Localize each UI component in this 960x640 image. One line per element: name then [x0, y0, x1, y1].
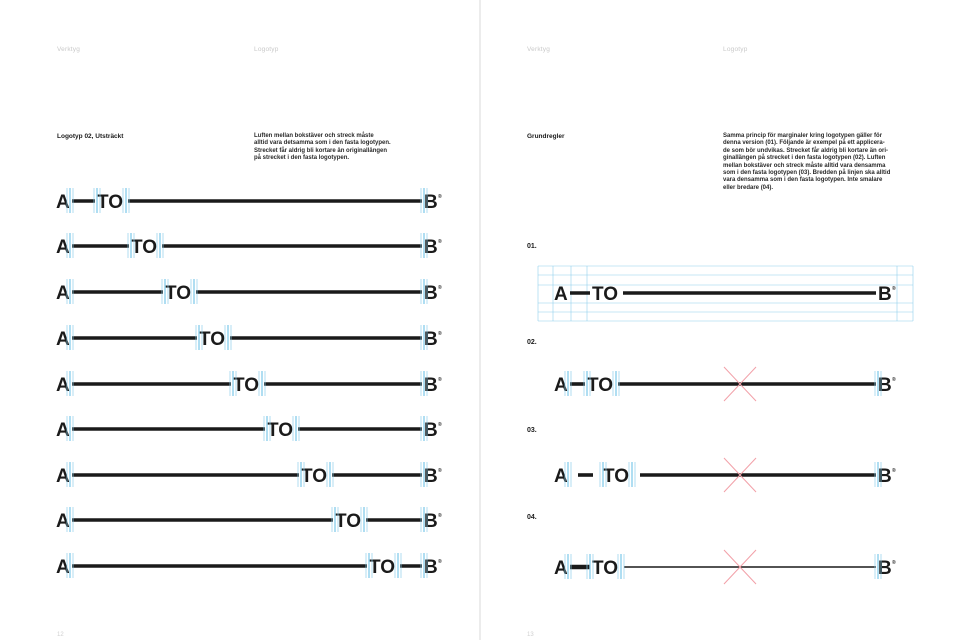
registered-mark: ® — [892, 560, 896, 566]
logo-letter-b: B — [424, 283, 438, 304]
logo-letter-b: B — [424, 466, 438, 487]
logo-letter-a: A — [554, 284, 568, 305]
example-label-03: 03. — [527, 427, 537, 434]
logo-letters-to: TO — [592, 558, 619, 579]
registered-mark: ® — [892, 286, 896, 292]
logo-letter-b: B — [878, 284, 892, 305]
example-label-02: 02. — [527, 339, 537, 346]
logo-letter-a: A — [56, 511, 70, 532]
logo-letter-a: A — [56, 375, 70, 396]
logo-rules-illustration — [481, 0, 960, 640]
page-left — [0, 0, 479, 640]
page-number: 12 — [57, 632, 64, 638]
running-header-logo: Logotyp — [723, 46, 748, 53]
registered-mark: ® — [892, 377, 896, 383]
logo-letter-a: A — [56, 283, 70, 304]
logo-letter-b: B — [878, 375, 892, 396]
logo-letter-b: B — [878, 466, 892, 487]
registered-mark: ® — [438, 331, 442, 337]
logo-letter-a: A — [56, 466, 70, 487]
body-line: på strecket i den fasta logotypen. — [254, 155, 350, 162]
logo-letters-to: TO — [199, 329, 226, 350]
registered-mark: ® — [438, 194, 442, 200]
registered-mark: ® — [438, 468, 442, 474]
logo-letter-b: B — [424, 375, 438, 396]
logo-letters-to: TO — [233, 375, 260, 396]
section-title: Grundregler — [527, 133, 565, 140]
logo-letters-to: TO — [335, 511, 362, 532]
registered-mark: ® — [438, 377, 442, 383]
registered-mark: ® — [438, 239, 442, 245]
section-title: Logotyp 02, Utsträckt — [57, 133, 124, 140]
logo-letter-a: A — [56, 237, 70, 258]
body-line: ginallängen på strecket i den fasta logotypen (02). Luften — [723, 155, 886, 162]
body-line: mellan bokstäver och streck måste alltid vara densamma — [723, 162, 886, 169]
registered-mark: ® — [438, 285, 442, 291]
logo-letters-to: TO — [592, 284, 619, 305]
body-line: Samma princip för marginaler kring logotypen gäller för — [723, 133, 883, 139]
logo-letter-a: A — [56, 557, 70, 578]
running-header-tools: Verktyg — [527, 46, 551, 53]
registered-mark: ® — [438, 559, 442, 565]
body-line: alltid vara detsamma som i den fasta logotypen. — [254, 140, 391, 147]
logo-letters-to: TO — [165, 283, 192, 304]
logo-letter-a: A — [56, 420, 70, 441]
logo-letter-a: A — [56, 329, 70, 350]
logo-letters-to: TO — [587, 375, 614, 396]
registered-mark: ® — [438, 513, 442, 519]
body-line: denna version (01). Följande är exempel på ett applicera- — [723, 140, 885, 147]
page-number: 13 — [527, 632, 534, 638]
logo-letters-to: TO — [301, 466, 328, 487]
logo-letters-to: TO — [267, 420, 294, 441]
logo-letters-to: TO — [369, 557, 396, 578]
logo-letter-a: A — [56, 192, 70, 213]
registered-mark: ® — [892, 468, 896, 474]
running-header-logo: Logotyp — [254, 46, 279, 53]
logo-letter-b: B — [424, 192, 438, 213]
body-line: vara densamma som i den fasta logotypen. Inte smalare — [723, 177, 883, 184]
logo-letters-to: TO — [131, 237, 158, 258]
registered-mark: ® — [438, 422, 442, 428]
body-line: de som bör undvikas. Strecket får aldrig bli kortare än ori- — [723, 147, 889, 154]
logo-letter-b: B — [424, 511, 438, 532]
logo-letters-to: TO — [603, 466, 630, 487]
logo-letter-a: A — [554, 375, 568, 396]
example-label-04: 04. — [527, 514, 537, 521]
running-header-tools: Verktyg — [57, 46, 81, 53]
body-line: Strecket får aldrig bli kortare än originallängen — [254, 147, 388, 154]
page-right — [481, 0, 960, 640]
logo-letter-a: A — [554, 466, 568, 487]
body-line: som i den fasta logotypen (03). Bredden på linjen ska alltid — [723, 170, 891, 177]
logo-letter-b: B — [424, 557, 438, 578]
logo-letter-b: B — [424, 237, 438, 258]
logo-letter-a: A — [554, 558, 568, 579]
body-line: eller bredare (04). — [723, 184, 774, 191]
body-line: Luften mellan bokstäver och streck måste — [254, 133, 374, 139]
logo-letters-to: TO — [97, 192, 124, 213]
logo-letter-b: B — [424, 329, 438, 350]
logo-variations-illustration — [0, 0, 479, 640]
logo-letter-b: B — [878, 558, 892, 579]
logo-letter-b: B — [424, 420, 438, 441]
example-label-01: 01. — [527, 243, 537, 250]
